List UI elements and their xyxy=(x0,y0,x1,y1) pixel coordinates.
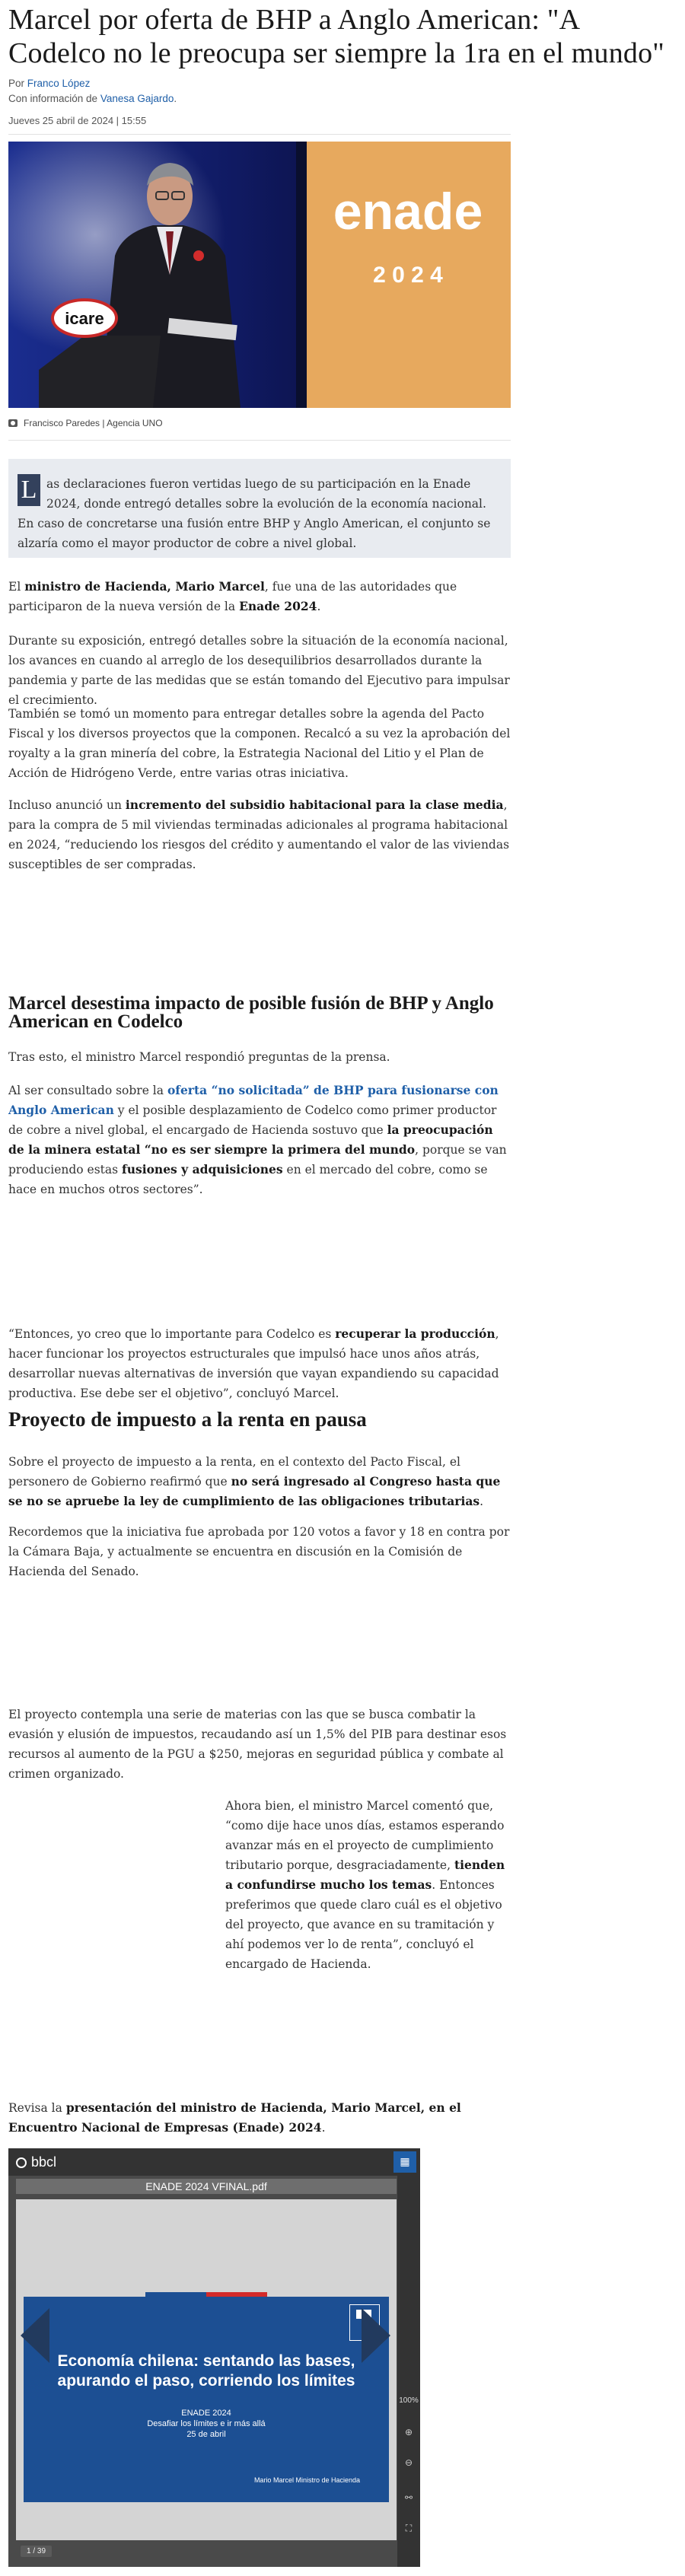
article-headline: Marcel por oferta de BHP a Anglo American: "A Codelco no le preocupa ser siempre la 1ra en el mundo" xyxy=(8,4,665,69)
viewer-toolbar xyxy=(8,2148,420,2176)
presentation-slide xyxy=(24,2297,389,2502)
document-page xyxy=(16,2194,397,2540)
divider xyxy=(8,134,511,135)
paragraph: Ahora bien, el ministro Marcel comentó que, “como dije hace unos días, estamos esperando avanzar más en el proyecto de cumplimiento tributario porque, desgraciadamente, tienden a confundirse mucho los temas. Entonces preferimos que quede claro cuál es el objetivo del proyecto, que avance en su tramitación y ahí podemos ver lo de renta”, concluyó el encargado de Hacienda. xyxy=(225,1799,505,1971)
paragraph: Tras esto, el ministro Marcel respondió preguntas de la prensa. xyxy=(8,1050,390,1064)
lead-photo xyxy=(8,142,511,408)
document-title: ENADE 2024 VFINAL.pdf xyxy=(16,2179,397,2194)
share-icon[interactable]: ⚯ xyxy=(404,2492,413,2503)
viewer-logo: bbcl xyxy=(16,2154,56,2170)
paragraph: Durante su exposición, entregó detalles sobre la situación de la economía nacional, los avances en cuando al arreglo de los desequilibrios desarrollados durante la pandemia y parte de las medidas que se están tomando del Ejecutivo para impulsar el crecimiento. xyxy=(8,634,510,707)
fullscreen-icon[interactable]: ⛶ xyxy=(405,2523,413,2533)
zoom-level: 100% xyxy=(399,2396,419,2405)
paragraph: “Entonces, yo creo que lo importante para Codelco es recuperar la producción, hacer funcionar los proyectos estructurales que impulsó hace unos años atrás, desarrollar nuevas alternativas de inversión que vayan expandiendo su capacidad productiva. Ese debe ser el objetivo”, concluyó Marcel. xyxy=(8,1326,499,1400)
slide-flag-band xyxy=(145,2292,267,2297)
pdf-icon: ▦ xyxy=(400,2156,410,2168)
lead-summary xyxy=(8,459,511,558)
logo-icon xyxy=(16,2157,27,2168)
coauthor-link[interactable]: Vanesa Gajardo xyxy=(100,93,174,104)
viewer-sidebar xyxy=(397,2176,420,2567)
publish-date: Jueves 25 abril de 2024 | 15:55 xyxy=(8,115,147,126)
slide-subtitle: ENADE 2024 Desafiar los límites e ir más allá 25 de abril xyxy=(147,2409,266,2439)
byline: Por Franco López Con información de Vanesa Gajardo. xyxy=(8,78,177,104)
slide-footer: Mario Marcel Ministro de Hacienda xyxy=(253,2476,360,2484)
paragraph: Al ser consultado sobre la oferta “no solicitada” de BHP para fusionarse con Anglo American y el posible desplazamiento de Codelco como primer productor de cobre a nivel global, el encargado de Hacienda sostuvo que la preocupación de la minera estatal “no es ser siempre la primera del mundo, porque se van produciendo estas fusiones y adquisiciones en el mercado del cobre, como se hace en muchos otros sectores”. xyxy=(8,1083,507,1196)
paragraph: Revisa la presentación del ministro de Hacienda, Mario Marcel, en el Encuentro Nacional de Empresas (Enade) 2024. xyxy=(8,2100,461,2135)
section-heading: Marcel desestima impacto de posible fusión de BHP y Anglo American en Codelco xyxy=(8,993,494,1032)
enade-sign-year: 2 0 2 4 xyxy=(373,263,443,288)
pdf-viewer-embed[interactable] xyxy=(8,2148,420,2567)
zoom-out-icon[interactable]: ⊖ xyxy=(404,2457,413,2468)
enade-sign-text: enade xyxy=(333,183,483,240)
info-prefix: Con información de xyxy=(8,93,98,104)
podium-logo-text: icare xyxy=(65,309,104,328)
section-heading: Proyecto de impuesto a la renta en pausa xyxy=(8,1408,367,1431)
lead-photo-image xyxy=(8,142,511,408)
bhp-offer-link[interactable]: oferta “no solicitada” de BHP para fusionarse con Anglo American xyxy=(8,1083,499,1117)
camera-icon xyxy=(8,419,18,427)
paragraph: Sobre el proyecto de impuesto a la renta, en el contexto del Pacto Fiscal, el personero de Gobierno reafirmó que no será ingresado al Congreso hasta que se no se apruebe la ley de cumplimiento de las obligaciones tributarias. xyxy=(8,1455,501,1508)
by-prefix: Por xyxy=(8,78,25,89)
zoom-in-icon[interactable]: ⊕ xyxy=(404,2427,413,2437)
download-pdf-button[interactable] xyxy=(393,2151,416,2173)
paragraph: El ministro de Hacienda, Mario Marcel, fue una de las autoridades que participaron de la nueva versión de la Enade 2024. xyxy=(8,579,457,613)
paragraph: Recordemos que la iniciativa fue aprobada por 120 votos a favor y 18 en contra por la Cámara Baja, y actualmente se encuentra en discusión en la Comisión de Hacienda del Senado. xyxy=(8,1525,510,1578)
lead-text: as declaraciones fueron vertidas luego de su participación en la Enade 2024, donde entregó detalles sobre la evolución de la economía nacional. En caso de concretarse una fusión entre BHP y Anglo American, el conjunto se alzaría como el mayor productor de cobre a nivel global. xyxy=(18,477,491,550)
divider xyxy=(8,440,511,441)
photo-credit: Francisco Paredes | Agencia UNO xyxy=(24,418,163,428)
paragraph: También se tomó un momento para entregar detalles sobre la agenda del Pacto Fiscal y los diversos proyectos que la componen. Recalcó a su vez la aprobación del royalty a la gran minería del cobre, la Estrategia Nacional del Litio y el Plan de Acción de Hidrógeno Verde, entre varias otras iniciativa. xyxy=(8,707,511,780)
author-link[interactable]: Franco López xyxy=(27,78,91,89)
slide-title: Economía chilena: sentando las bases, apurando el paso, corriendo los límites xyxy=(57,2352,355,2390)
paragraph: Incluso anunció un incremento del subsidio habitacional para la clase media, para la compra de 5 mil viviendas terminadas adicionales al programa habitacional en 2024, “reduciendo los riesgos del crédito y aumentando el valor de las viviendas susceptibles de ser compradas. xyxy=(8,798,510,871)
dropcap: L xyxy=(18,474,40,506)
previous-page-icon[interactable] xyxy=(21,2308,49,2363)
page-counter: 1 / 39 xyxy=(21,2546,52,2557)
next-page-icon[interactable] xyxy=(362,2308,390,2363)
photo-caption xyxy=(8,418,163,428)
paragraph: El proyecto contempla una serie de materias con las que se busca combatir la evasión y elusión de impuestos, recaudando así un 1,5% del PIB para destinar esos recursos al aumento de la PGU a $250, mejoras en seguridad pública y combate al crimen organizado. xyxy=(8,1708,507,1781)
